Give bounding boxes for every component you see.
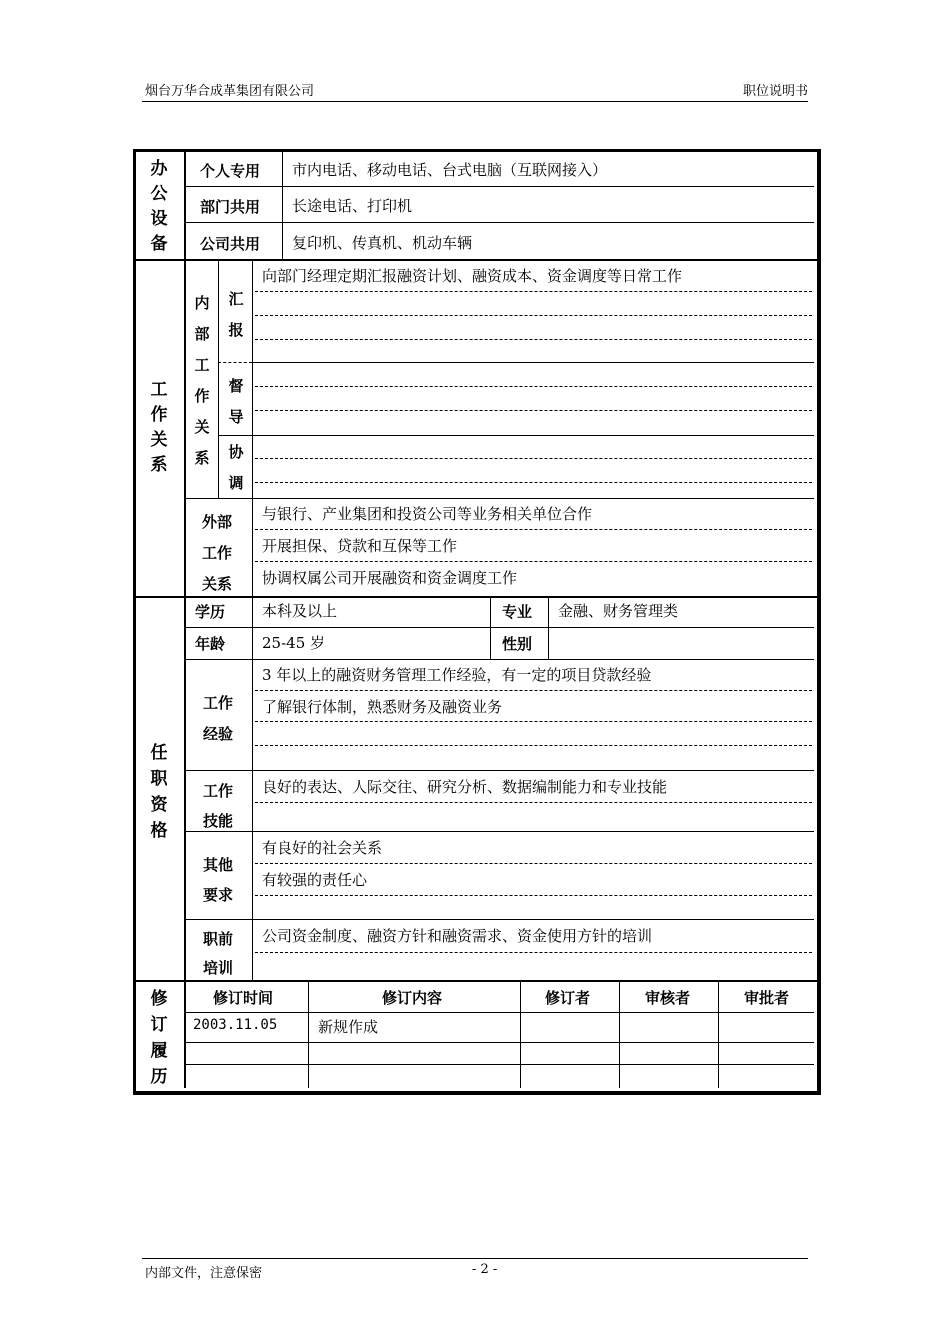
major-value: 金融、财务管理类 <box>558 602 679 620</box>
internal-relations-label: 内部工作关系 <box>194 294 210 467</box>
rev-row-1-time: 2003.11.05 <box>193 1017 278 1033</box>
report-bottom-line <box>252 362 814 363</box>
equip-col-divider <box>282 151 283 259</box>
page-number: - 2 - <box>472 1262 498 1277</box>
age-value: 25-45 岁 <box>262 634 326 652</box>
dashed-line <box>255 339 812 340</box>
rev-header-reviewer: 审核者 <box>645 989 691 1007</box>
footer-note: 内部文件，注意保密 <box>145 1266 263 1281</box>
section-office-equipment-title: 办公设备 <box>150 159 168 254</box>
qual-col-divider <box>490 598 491 659</box>
coordinate-label: 协调 <box>228 443 244 492</box>
age-label: 年龄 <box>195 635 226 653</box>
qual-row-line <box>185 627 814 628</box>
education-value: 本科及以上 <box>262 602 338 620</box>
external-item-2: 开展担保、贷款和互保等工作 <box>262 537 458 555</box>
qual-row-line <box>185 831 814 832</box>
relations-col-divider <box>252 261 253 598</box>
skills-value: 良好的表达、人际交往、研究分析、数据编制能力和专业技能 <box>262 778 668 796</box>
equip-department-value: 长途电话、打印机 <box>292 197 413 215</box>
internal-bottom-line <box>185 498 814 499</box>
skills-label: 工作技能 <box>203 782 234 830</box>
qual-row-line <box>185 770 814 771</box>
dashed-line <box>255 386 812 387</box>
rev-header-reviser: 修订者 <box>545 989 591 1007</box>
major-label: 专业 <box>502 603 533 621</box>
dashed-line <box>255 745 812 746</box>
other-item-2: 有较强的责任心 <box>262 871 368 889</box>
supervise-bottom-line <box>218 435 814 436</box>
rev-row-line <box>185 1042 814 1043</box>
report-text: 向部门经理定期汇报融资计划、融资成本、资金调度等日常工作 <box>262 267 683 285</box>
experience-label: 工作经验 <box>203 694 234 743</box>
dashed-line <box>255 291 812 292</box>
section-divider <box>133 259 817 261</box>
external-item-1: 与银行、产业集团和投资公司等业务相关单位合作 <box>262 505 593 523</box>
dashed-line <box>255 952 812 953</box>
report-label: 汇报 <box>228 290 244 339</box>
experience-item-2: 了解银行体制，熟悉财务及融资业务 <box>262 698 503 716</box>
external-item-3: 协调权属公司开展融资和资金调度工作 <box>262 569 518 587</box>
rev-col-divider <box>520 982 521 1088</box>
section-divider <box>133 596 817 598</box>
training-value: 公司资金制度、融资方针和融资需求、资金使用方针的培训 <box>262 927 653 945</box>
header-divider <box>142 101 808 102</box>
other-item-1: 有良好的社会关系 <box>262 839 383 857</box>
equip-company-value: 复印机、传真机、机动车辆 <box>292 234 473 252</box>
dashed-line <box>255 802 812 803</box>
experience-item-1: 3 年以上的融资财务管理工作经验，有一定的项目贷款经验 <box>262 666 652 684</box>
dashed-line <box>255 690 812 691</box>
internal-sub-divider <box>218 362 252 363</box>
dashed-line <box>255 315 812 316</box>
footer-divider <box>142 1258 808 1259</box>
rev-header-approver: 审批者 <box>744 989 790 1007</box>
equip-department-label: 部门共用 <box>200 198 261 216</box>
section-work-relations-title: 工作关系 <box>150 380 168 475</box>
section-divider <box>133 980 817 982</box>
section-qualifications-title: 任职资格 <box>150 743 168 841</box>
equip-company-label: 公司共用 <box>200 235 261 253</box>
qual-col-divider <box>252 598 253 981</box>
dashed-line <box>255 561 812 562</box>
header-company: 烟台万华合成革集团有限公司 <box>145 84 315 99</box>
dashed-line <box>255 895 812 896</box>
rev-col-divider <box>619 982 620 1088</box>
dashed-line <box>255 482 812 483</box>
education-label: 学历 <box>195 603 226 621</box>
rev-header-time: 修订时间 <box>213 989 274 1007</box>
dashed-line <box>255 410 812 411</box>
dashed-line <box>255 863 812 864</box>
qual-row-line <box>185 919 814 920</box>
equip-row-line <box>185 222 814 223</box>
rev-row-line <box>185 1012 814 1013</box>
training-label: 职前培训 <box>203 930 234 977</box>
internal-col-divider <box>218 261 219 498</box>
other-label: 其他要求 <box>203 856 234 904</box>
dashed-line <box>255 721 812 722</box>
gender-label: 性别 <box>502 635 533 653</box>
rev-row-1-content: 新规作成 <box>318 1018 379 1036</box>
rev-col-divider <box>308 982 309 1088</box>
qual-col-divider <box>548 598 549 659</box>
dashed-line <box>255 458 812 459</box>
supervise-label: 督导 <box>228 377 244 426</box>
equip-row-line <box>185 186 814 187</box>
header-doc-type: 职位说明书 <box>742 84 808 99</box>
rev-header-content: 修订内容 <box>382 989 443 1007</box>
dashed-line <box>255 529 812 530</box>
section-title-divider <box>184 151 186 1088</box>
equip-personal-label: 个人专用 <box>200 162 261 180</box>
rev-row-line <box>185 1064 814 1065</box>
external-relations-label: 外部工作关系 <box>202 513 233 593</box>
equip-personal-value: 市内电话、移动电话、台式电脑（互联网接入） <box>292 161 608 179</box>
rev-col-divider <box>718 982 719 1088</box>
section-revision-title: 修订履历 <box>150 989 168 1087</box>
qual-row-line <box>185 659 814 660</box>
